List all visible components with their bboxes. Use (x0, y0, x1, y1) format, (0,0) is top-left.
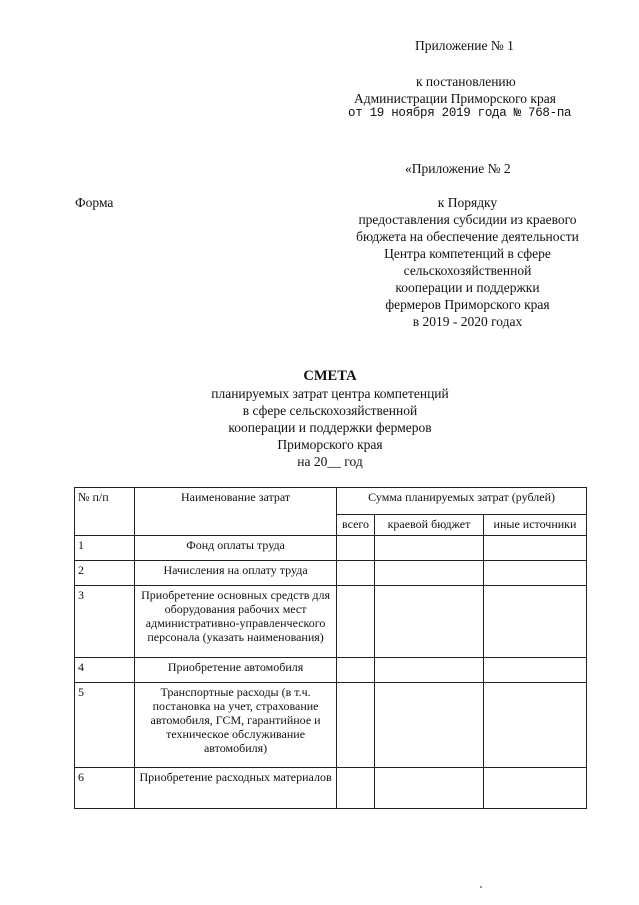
estimate-subtitle-line: Приморского края (277, 437, 383, 452)
row-name: Приобретение расходных материалов (135, 768, 337, 809)
row-name: Начисления на оплату труда (135, 561, 337, 586)
row-num: 2 (75, 561, 135, 586)
table-row (75, 586, 587, 658)
row-regional-cell (374, 658, 483, 683)
estimate-subtitle-line: кооперации и поддержки фермеров (228, 420, 432, 435)
table-header-row (75, 488, 587, 515)
row-regional-cell (374, 536, 483, 561)
row-other-cell (484, 683, 587, 768)
row-name: Приобретение автомобиля (135, 658, 337, 683)
row-regional-cell (374, 561, 483, 586)
resolution-stamp: от 19 ноября 2019 года № 768-па (348, 106, 572, 120)
row-other-cell (484, 586, 587, 658)
resolution-line-1: к постановлению (416, 74, 516, 89)
form-label: Форма (75, 195, 114, 210)
appendix2-title: «Приложение № 2 (405, 161, 511, 176)
header-sum-group: Сумма планируемых затрат (рублей) (337, 488, 587, 515)
row-other-cell (484, 658, 587, 683)
estimate-subtitle-line: в сфере сельскохозяйственной (242, 403, 418, 418)
row-name: Приобретение основных средств для оборудования рабочих мест административно-управленческого персонала (указать наименования) (135, 586, 337, 658)
row-num: 3 (75, 586, 135, 658)
appendix2-line: в 2019 - 2020 годах (412, 314, 523, 329)
appendix2-line: бюджета на обеспечение деятельности (356, 229, 579, 244)
row-regional-cell (374, 683, 483, 768)
row-other-cell (484, 561, 587, 586)
row-name: Фонд оплаты труда (135, 536, 337, 561)
table-row (75, 658, 587, 683)
table-row (75, 536, 587, 561)
row-total-cell (337, 561, 375, 586)
scan-speck (480, 886, 482, 888)
row-name: Транспортные расходы (в т.ч. постановка на учет, страхование автомобиля, ГСМ, гарантийное и техническое обслуживание автомобиля) (135, 683, 337, 768)
appendix2-line: кооперации и поддержки (395, 280, 540, 295)
header-regional: краевой бюджет (374, 515, 483, 536)
appendix2-line: предоставления субсидии из краевого (358, 212, 577, 227)
row-total-cell (337, 683, 375, 768)
resolution-line-2: Администрации Приморского края (354, 91, 556, 106)
appendix2-lines (340, 194, 595, 330)
header-total: всего (337, 515, 375, 536)
row-total-cell (337, 586, 375, 658)
estimate-heading (130, 368, 530, 470)
estimate-title: СМЕТА (303, 368, 357, 384)
row-regional-cell (374, 768, 483, 809)
row-regional-cell (374, 586, 483, 658)
estimate-subtitle-line: на 20__ год (297, 454, 363, 469)
row-num: 5 (75, 683, 135, 768)
appendix2-line: фермеров Приморского края (385, 297, 550, 312)
table-row (75, 561, 587, 586)
row-num: 1 (75, 536, 135, 561)
row-total-cell (337, 536, 375, 561)
row-num: 4 (75, 658, 135, 683)
table-row (75, 683, 587, 768)
appendix2-line: к Порядку (437, 195, 498, 210)
header-name: Наименование затрат (135, 488, 337, 536)
row-other-cell (484, 536, 587, 561)
row-num: 6 (75, 768, 135, 809)
estimate-table (74, 487, 587, 809)
table-row (75, 768, 587, 809)
appendix2-line: сельскохозяйственной (403, 263, 532, 278)
row-total-cell (337, 658, 375, 683)
appendix2-line: Центра компетенций в сфере (384, 246, 551, 261)
header-num: № п/п (75, 488, 135, 536)
estimate-subtitle-line: планируемых затрат центра компетенций (211, 386, 449, 401)
appendix-title: Приложение № 1 (415, 38, 514, 53)
row-other-cell (484, 768, 587, 809)
header-other: иные источники (484, 515, 587, 536)
row-total-cell (337, 768, 375, 809)
